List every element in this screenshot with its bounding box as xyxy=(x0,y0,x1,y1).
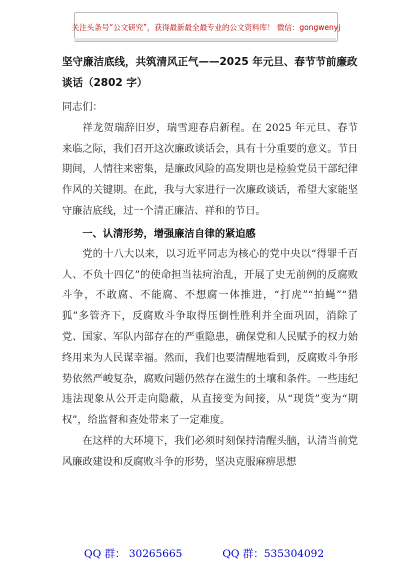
banner-divider xyxy=(74,38,336,41)
paragraph-situation: 党的十八大以来，以习近平同志为核心的党中央以“得罪千百人、不负十四亿”的使命担当祛疴治乱，开展了史无前例的反腐败斗争，不敢腐、不能腐、不想腐一体推进，“打虎”“拍蝇”“猎狐”多管齐下，反腐败斗争取得压倒性胜利并全面巩固，消除了党、国家、军队内部存在的严重隐患，确保党和人民赋予的权力始终用来为人民谋幸福。然而，我们也要清醒地看到，反腐败斗争形势依然严峻复杂，腐败问题仍然存在滋生的土壤和条件。一些违纪违法现象从公开走向隐蔽，从直接变为间接，从“现货”变为“期权”，给监督和查处带来了一定难度。 xyxy=(62,248,358,427)
salutation: 同志们： xyxy=(62,102,103,113)
footer-qq-group-1: QQ 群： 30265665 xyxy=(83,548,183,560)
footer xyxy=(0,546,408,561)
paragraph-intro: 祥龙贺瑞辞旧岁，瑞雪迎春启新程。在 2025 年元旦、春节来临之际，我们召开这次廉政谈话会，具有十分重要的意义。节日期间，人情往来密集，是廉政风险的高发期也是检验党员干部纪律作风的关键期。在此，我与大家进行一次廉政谈话，希望大家能坚守廉洁底线，过一个清正廉洁、祥和的节日。 xyxy=(62,122,358,217)
footer-qq-group-2: QQ 群：535304092 xyxy=(222,548,325,560)
document-title: 坚守廉洁底线，共筑清风正气——2025 年元旦、春节节前廉政谈话（2802 字） xyxy=(62,56,358,89)
section-heading-1: 一、认清形势，增强廉洁自律的紧迫感 xyxy=(82,228,256,240)
banner-text: 关注头条号“公文研究”，获得最新最全最专业的公文资料库！ 微信：gongwenyj xyxy=(71,22,341,32)
paragraph-environment: 在这样的大环境下，我们必须时刻保持清醒头脑，认清当前党风廉政建设和反腐败斗争的形势，坚决克服麻痹思想 xyxy=(62,435,358,468)
document-body xyxy=(62,52,358,474)
